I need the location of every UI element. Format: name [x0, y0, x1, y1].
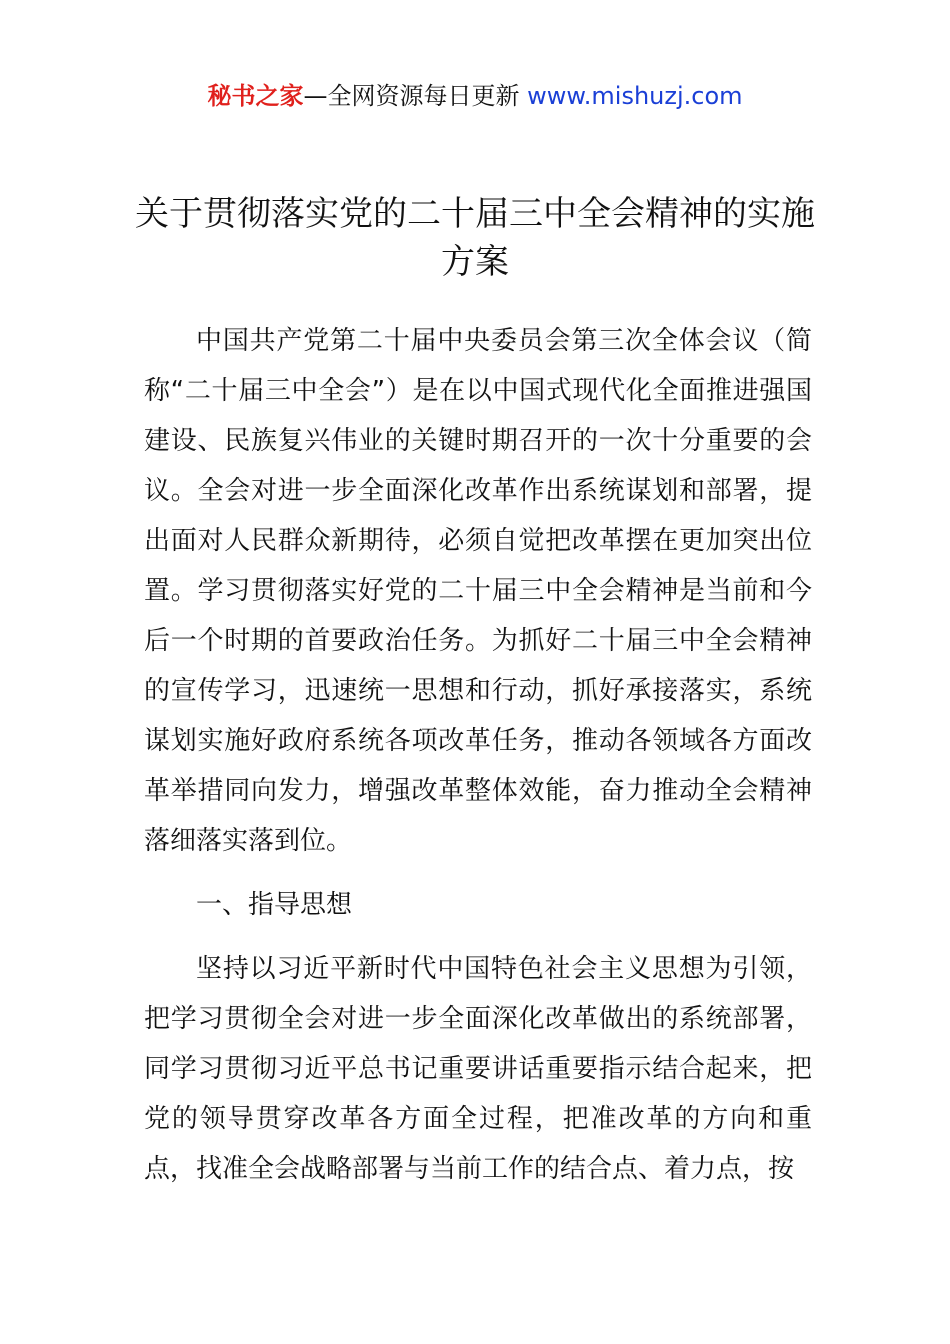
- site-slogan: —全网资源每日更新: [303, 82, 520, 110]
- document-body: [144, 316, 812, 1194]
- body-paragraph-intro: 中国共产党第二十届中央委员会第三次全体会议（简称“二十届三中全会”）是在以中国式现代化全面推进强国建设、民族复兴伟业的关键时期召开的一次十分重要的会议。全会对进一步全面深化改革作出系统谋划和部署，提出面对人民群众新期待，必须自觉把改革摆在更加突出位置。学习贯彻落实好党的二十届三中全会精神是当前和今后一个时期的首要政治任务。为抓好二十届三中全会精神的宣传学习，迅速统一思想和行动，抓好承接落实，系统谋划实施好政府系统各项改革任务，推动各领域各方面改革举措同向发力，增强改革整体效能，奋力推动全会精神落细落实落到位。: [144, 326, 812, 856]
- body-paragraph-guiding-ideology: 坚持以习近平新时代中国特色社会主义思想为引领，把学习贯彻全会对进一步全面深化改革做出的系统部署，同学习贯彻习近平总书记重要讲话重要指示结合起来，把党的领导贯穿改革各方面全过程，把准改革的方向和重点，找准全会战略部署与当前工作的结合点、着力点，按: [144, 954, 812, 1184]
- site-header: [0, 78, 950, 114]
- site-url-link[interactable]: www.mishuzj.com: [527, 82, 743, 110]
- section-heading-guiding-ideology: 一、指导思想: [196, 890, 353, 920]
- document-title: 关于贯彻落实党的二十届三中全会精神的实施方案: [135, 194, 815, 282]
- site-brand: 秘书之家: [207, 82, 304, 110]
